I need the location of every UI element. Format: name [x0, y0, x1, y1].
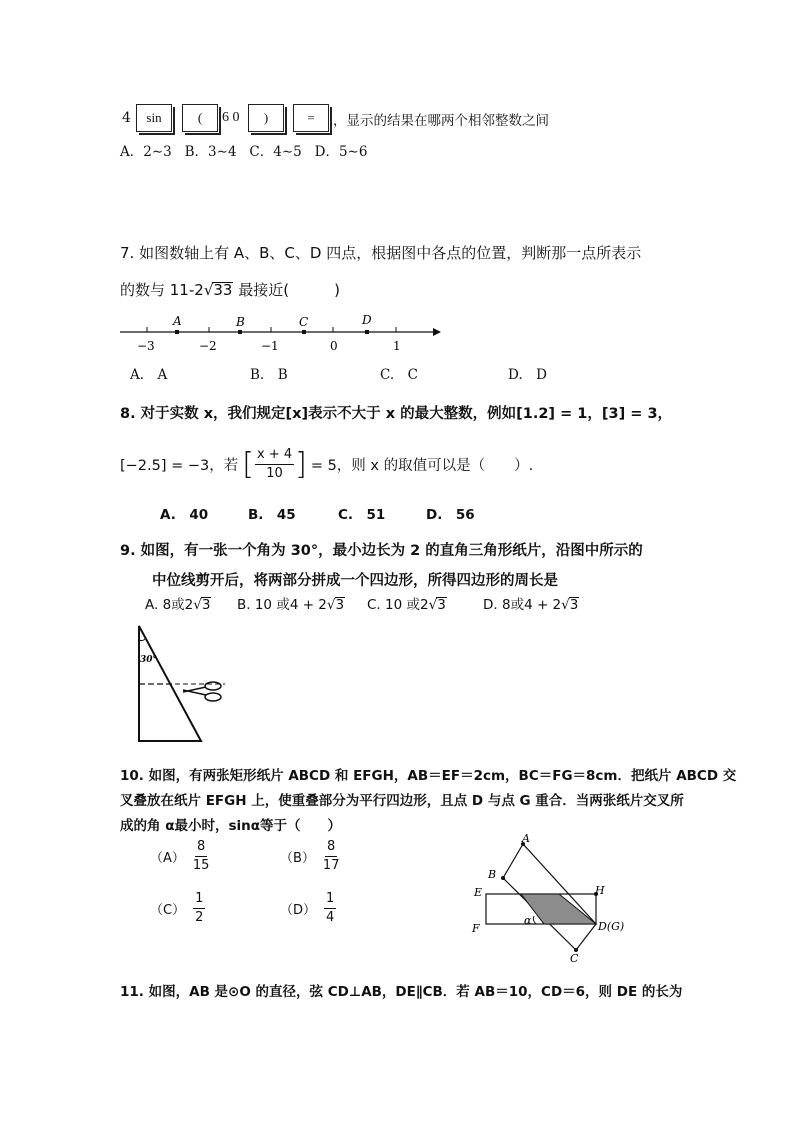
- q9-line2: 中位线剪开后，将两部分拼成一个四边形，所得四边形的周长是: [152, 573, 558, 589]
- label-c: C: [570, 952, 579, 964]
- q8-fraction: $\frac{x + 4}{10}$: [256, 447, 293, 481]
- overlap-parallelogram: [521, 894, 596, 924]
- point-label: C: [299, 315, 309, 329]
- angle-label: 30°: [140, 655, 158, 665]
- q6-key-sin: sin: [136, 104, 172, 132]
- label-h: H: [595, 884, 605, 897]
- label-dg: D(G): [598, 920, 625, 933]
- q6-lead-digit: 4: [122, 110, 131, 126]
- point-marker: [365, 330, 369, 334]
- q10-option-c: （C） $\frac{1}{2}$: [150, 891, 204, 925]
- alpha-arc: [533, 916, 536, 924]
- tick-label: −1: [261, 339, 279, 353]
- q6-options: [120, 140, 367, 160]
- point-label: A: [173, 314, 182, 328]
- q9-option-b: B. 10 或4 + 2√3: [237, 597, 345, 613]
- point-marker: [175, 330, 179, 334]
- q7-option-c: C. C: [380, 367, 418, 383]
- q9-option-a: A. 8或2√3: [145, 597, 211, 613]
- q10-line3: 成的角 α最小时，sinα等于（ ）: [120, 818, 342, 834]
- q6-option-d: D．5∼6: [314, 144, 368, 160]
- q6-mid-digits: 6 0: [222, 110, 240, 125]
- q7-option-d: D. D: [508, 367, 547, 383]
- q10-line1: 10. 如图，有两张矩形纸片 ABCD 和 EFGH，AB＝EF＝2cm，BC＝FG＝8cm．把纸片 ABCD 交: [120, 768, 737, 784]
- q9-triangle-figure: [125, 620, 235, 748]
- q10-line2: 叉叠放在纸片 EFGH 上，使重叠部分为平行四边形，且点 D 与点 G 重合．当两张纸片交叉所: [120, 793, 684, 809]
- q6-tail-text: ，显示的结果在哪两个相邻整数之间: [333, 113, 549, 129]
- q7-line1: 7. 如图数轴上有 A、B、C、D 四点，根据图中各点的位置，判断那一点所表示: [120, 244, 642, 262]
- tick-label: −3: [137, 339, 155, 353]
- q6-option-c: C．4∼5: [249, 144, 302, 160]
- q8-option-d: D. 56: [426, 507, 475, 523]
- tick-label: 0: [330, 339, 338, 353]
- q7-line2: 的数与 11-2√33 最接近( ): [120, 281, 340, 299]
- q6-key-open-paren: (: [182, 104, 218, 132]
- q8-option-b: B. 45: [248, 507, 296, 523]
- label-alpha: α: [524, 914, 532, 927]
- q9-option-c: C. 10 或2√3: [367, 597, 446, 613]
- q8-line2: [−2.5] = −3，若 [ $\frac{x + 4}{10}$ ] = 5，则 x 的取值可以是（ ）.: [120, 447, 534, 482]
- q8-option-a: A. 40: [160, 507, 209, 523]
- point-label: D: [362, 313, 372, 327]
- q9-option-d: D. 8或4 + 2√3: [483, 597, 579, 613]
- tick-label: 1: [393, 339, 401, 353]
- q10-rectangles-figure: [468, 832, 634, 964]
- point-marker: [238, 330, 242, 334]
- q6-option-a: A．2∼3: [120, 144, 172, 160]
- q7-option-b: B. B: [250, 367, 288, 383]
- label-a: A: [522, 832, 530, 845]
- vertex-dot: [501, 876, 505, 880]
- point-marker: [302, 330, 306, 334]
- q6-key-equals: =: [293, 104, 329, 132]
- q11-line1: 11. 如图，AB 是⊙O 的直径，弦 CD⊥AB，DE∥CB．若 AB＝10，CD＝6，则 DE 的长为: [120, 984, 683, 1000]
- q9-line1: 9. 如图，有一张一个角为 30°，最小边长为 2 的直角三角形纸片，沿图中所示的: [120, 543, 643, 559]
- q7-number-line: [115, 310, 445, 356]
- q6-key-close-paren: ): [248, 104, 284, 132]
- q10-option-b: （B） $\frac{8}{17}$: [280, 839, 340, 873]
- q10-option-d: （D） $\frac{1}{4}$: [280, 891, 335, 925]
- label-f: F: [472, 922, 480, 935]
- scissors-icon: [183, 682, 221, 701]
- point-label: B: [236, 315, 245, 329]
- q7-option-a: A. A: [130, 367, 168, 383]
- q8-option-c: C. 51: [338, 507, 386, 523]
- label-e: E: [474, 886, 483, 899]
- axis-arrow-icon: [433, 328, 441, 336]
- q8-line1: 8. 对于实数 x，我们规定[x]表示不大于 x 的最大整数，例如[1.2] = 1，[3] = 3，: [120, 406, 673, 422]
- label-b: B: [488, 868, 497, 881]
- q6-option-b: B．3∼4: [184, 144, 237, 160]
- tick-label: −2: [199, 339, 217, 353]
- q10-option-a: （A） $\frac{8}{15}$: [150, 839, 210, 873]
